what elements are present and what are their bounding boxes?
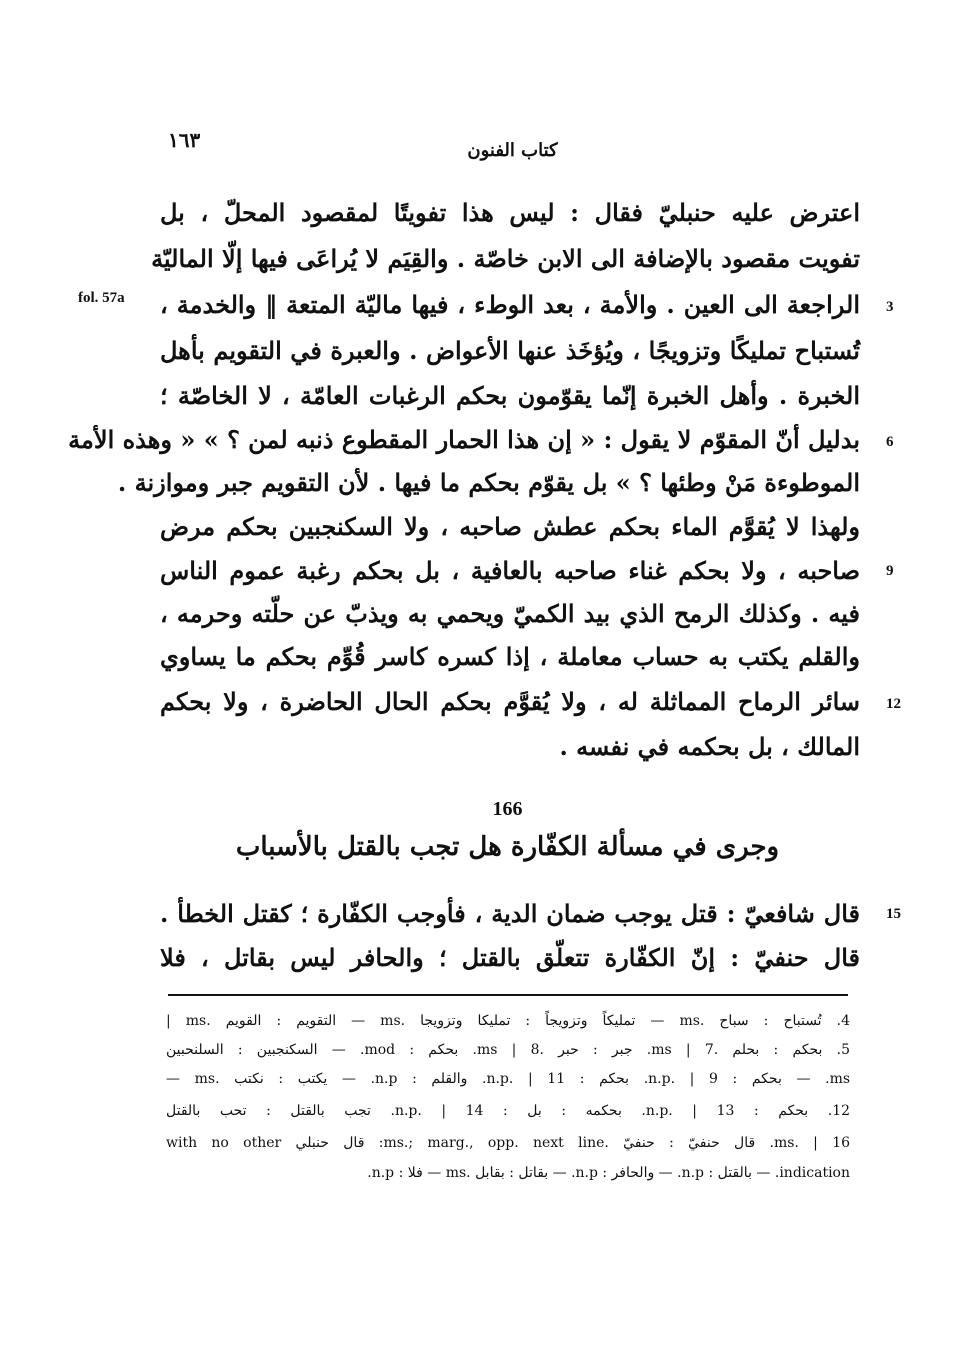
footnote-line: 4. تُستباح : سباح .ms — تمليكاً وتزويجاً : تمليكا وتزويجا .ms — التقويم : القويم .ms | (166, 1013, 850, 1029)
text-line: والقلم يكتب به حساب معاملة ، إذا كسره كاسر قُوِّم بحكم ما يساوي (160, 642, 860, 671)
text-line: تفويت مقصود بالإضافة الى الابن خاصّة . والقِيَم لا يُراعَى فيها إلّا الماليّة (151, 244, 860, 273)
footnote-line: indication. — بالقتل : n.p. — والحافر : n.p. — بقاتل : بقابل .ms — فلا : n.p. (367, 1165, 850, 1181)
text-line: المالك ، بل بحكمه في نفسه . (559, 732, 860, 761)
text-line: الموطوءة مَنْ وطئها ؟ » بل يقوّم بحكم ما فيها . لأن التقويم جبر وموازنة . (117, 468, 860, 497)
text-line: قال حنفيّ : إنّ الكفّارة تتعلّق بالقتل ؛ والحافر ليس بقاتل ، فلا (160, 943, 860, 972)
footnote-line: ms. | 16. قال حنفيّ : حنفيّ .ms.; marg., opp. next line: قال حنبلي with no other (166, 1135, 851, 1151)
line-number: 3 (886, 299, 894, 315)
text-line: الخبرة . وأهل الخبرة إنّما يقوّمون بحكم الرغبات العامّة ، لا الخاصّة ؛ (160, 381, 860, 410)
running-title: كتاب الفنون (467, 140, 558, 161)
line-number: 12 (886, 696, 901, 712)
folio-marker: fol. 57a (78, 290, 125, 306)
text-line: سائر الرماح المماثلة له ، ولا يُقوَّم بحكم الحال الحاضرة ، ولا بحكم (160, 687, 860, 716)
section-number: 166 (492, 798, 523, 820)
footnote-rule (168, 994, 848, 996)
line-number: 15 (886, 906, 901, 922)
section-heading: وجرى في مسألة الكفّارة هل تجب بالقتل بالأسباب (235, 832, 780, 862)
footnote-line: 12. بحكم : n.p. | 13. بحكمه : بل : n.p. | 14. تجب بالقتل : تحب بالقتل (166, 1103, 851, 1119)
footnote-line: 5. بحكم : بحلم .ms | 7. جبر : حبر .ms | 8. بحكم : mod. — السكنجبين : السلنحبين (166, 1042, 851, 1058)
text-line: تُستباح تمليكًا وتزويجًا ، ويُؤخَذ عنها الأعواض . والعبرة في التقويم بأهل (160, 336, 860, 365)
line-number: 6 (886, 434, 894, 450)
footnote-line: ms. — بحكم : n.p. | 9. بحكم : n.p. | 11. والقلم : n.p. — يكتب : نكتب .ms — (166, 1071, 851, 1087)
line-number: 9 (886, 563, 894, 579)
text-line: الراجعة الى العين . والأمة ، بعد الوطء ، فيها ماليّة المتعة ‖ والخدمة ، (160, 290, 860, 319)
page-number: ١٦٣ (168, 128, 201, 152)
text-line: بدليل أنّ المقوّم لا يقول : « إن هذا الحمار المقطوع ذنبه لمن ؟ » « وهذه الأمة (68, 425, 860, 454)
text-line: فيه . وكذلك الرمح الذي بيد الكميّ ويحمي به ويذبّ عن حلّته وحرمه ، (160, 599, 860, 628)
text-line: اعترض عليه حنبليّ فقال : ليس هذا تفويتًا لمقصود المحلّ ، بل (160, 198, 860, 227)
text-line: ولهذا لا يُقوَّم الماء بحكم عطش صاحبه ، ولا السكنجبين بحكم مرض (160, 512, 860, 541)
text-line: صاحبه ، ولا بحكم غناء صاحبه بالعافية ، بل بحكم رغبة عموم الناس (160, 556, 860, 585)
text-line: قال شافعيّ : قتل يوجب ضمان الدية ، فأوجب الكفّارة ؛ كقتل الخطأ . (160, 899, 860, 928)
